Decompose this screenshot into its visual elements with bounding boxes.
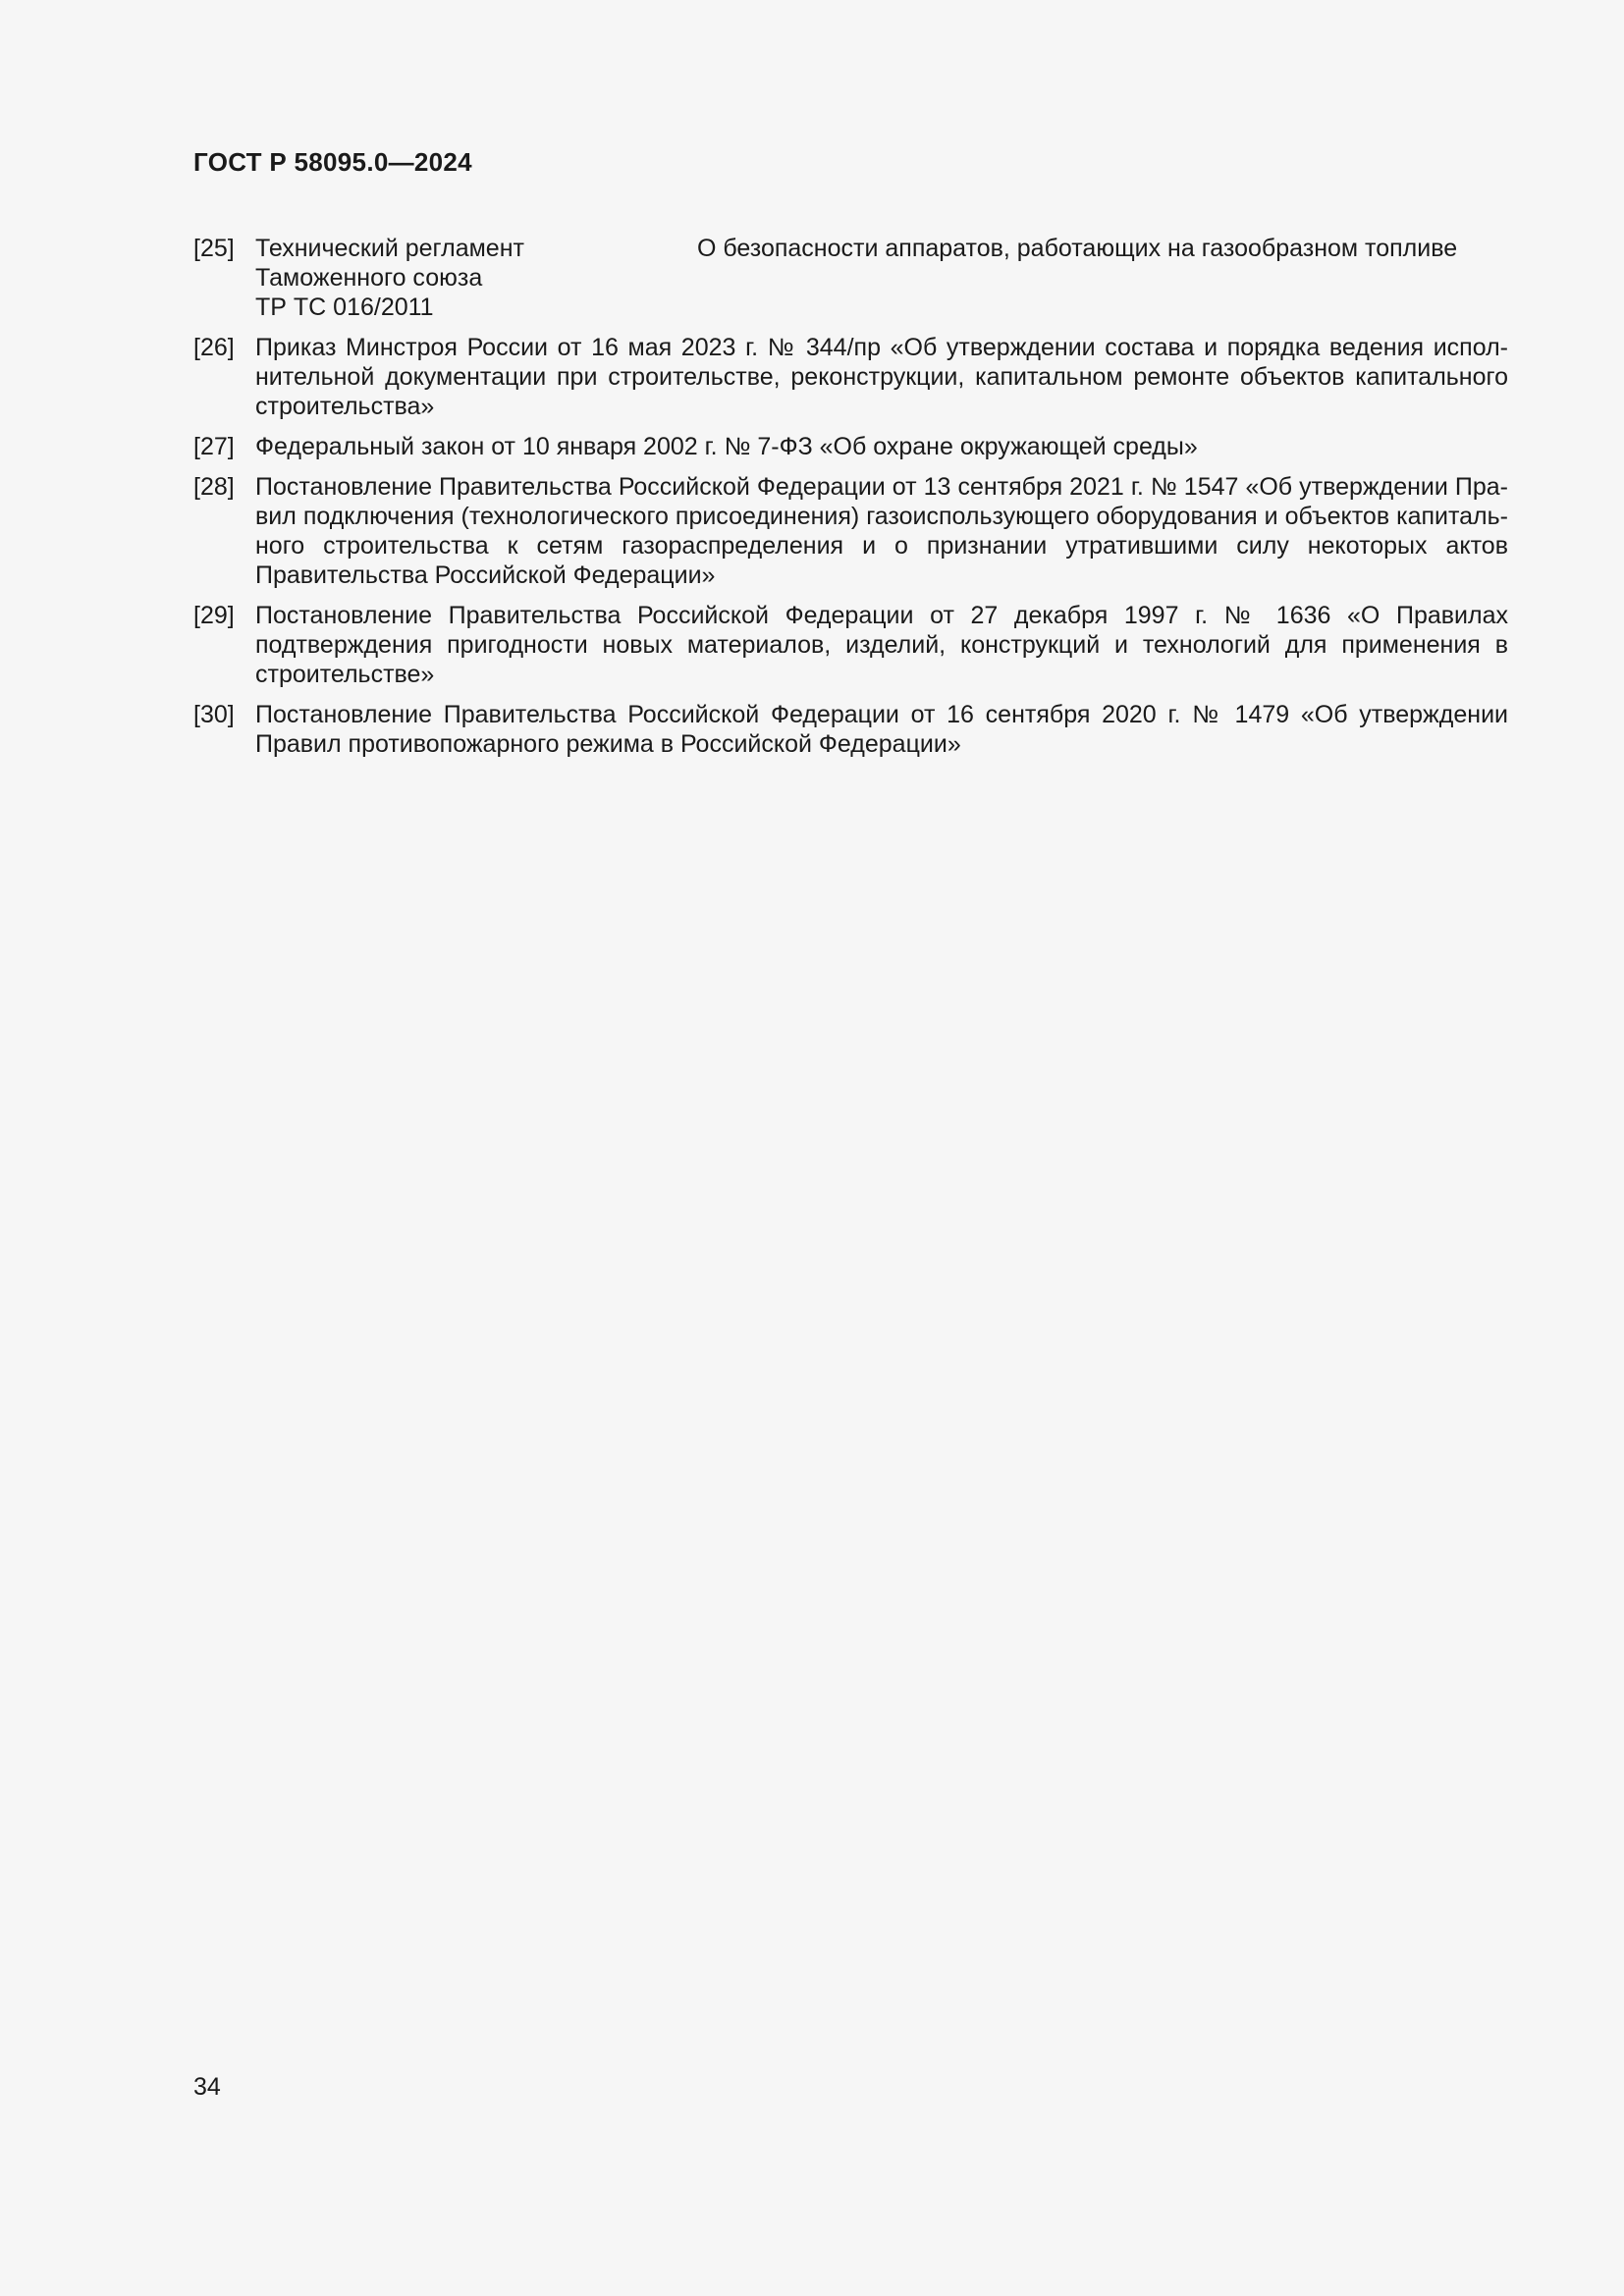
regulation-designation-line: Технический регламент: [255, 235, 524, 262]
bibliography-item-number: [26]: [193, 334, 235, 361]
bibliography-item: [193, 601, 1508, 689]
bibliography-item-text: Постановление Правительства Российской Федерации от 16 сентября 2020 г. № 1479 «Об утверждении Правил противопожарного режима в Российской Федерации»: [255, 701, 1508, 758]
bibliography-item-text: Постановление Правительства Российской Федерации от 13 сентября 2021 г. № 1547 «Об утверждении Правил подключения (технологического присоединения) газоиспользующего оборудования и объектов капитального строительства к сетям газораспределения и о признании утратившими силу некоторых актов Правительства Российской Федерации»: [255, 473, 1508, 589]
bibliography-item: [193, 234, 1508, 322]
bibliography-item-text: Постановление Правительства Российской Федерации от 27 декабря 1997 г. № 1636 «О Правилах подтверждения пригодности новых материалов, изделий, конструкций и технологий для применения в строительстве»: [255, 602, 1508, 688]
bibliography-item-number: [27]: [193, 433, 235, 460]
page-number: 34: [193, 2073, 221, 2101]
bibliography-item-body: [255, 234, 1508, 322]
regulation-designation: [255, 234, 697, 322]
bibliography-list: [193, 234, 1508, 770]
bibliography-item: [193, 333, 1508, 421]
bibliography-item-text: Федеральный закон от 10 января 2002 г. № 7-ФЗ «Об охране окружающей среды»: [255, 433, 1198, 460]
bibliography-item-number: [25]: [193, 235, 235, 262]
bibliography-item-number: [29]: [193, 602, 235, 629]
bibliography-item: [193, 432, 1508, 461]
bibliography-item-number: [28]: [193, 473, 235, 501]
bibliography-item: [193, 700, 1508, 759]
bibliography-item-number: [30]: [193, 701, 235, 728]
bibliography-item: [193, 472, 1508, 590]
document-header: ГОСТ Р 58095.0—2024: [193, 147, 472, 177]
bibliography-item-text: Приказ Минстроя России от 16 мая 2023 г. № 344/пр «Об утверждении состава и порядка ведения исполнительной документации при строительстве, реконструкции, капитальном ремонте объектов капитального строительства»: [255, 334, 1508, 420]
regulation-title: О безопасности аппаратов, работающих на газообразном топливе: [697, 235, 1458, 262]
regulation-designation-line: Таможенного союза: [255, 264, 483, 292]
regulation-designation-line: ТР ТС 016/2011: [255, 294, 434, 321]
